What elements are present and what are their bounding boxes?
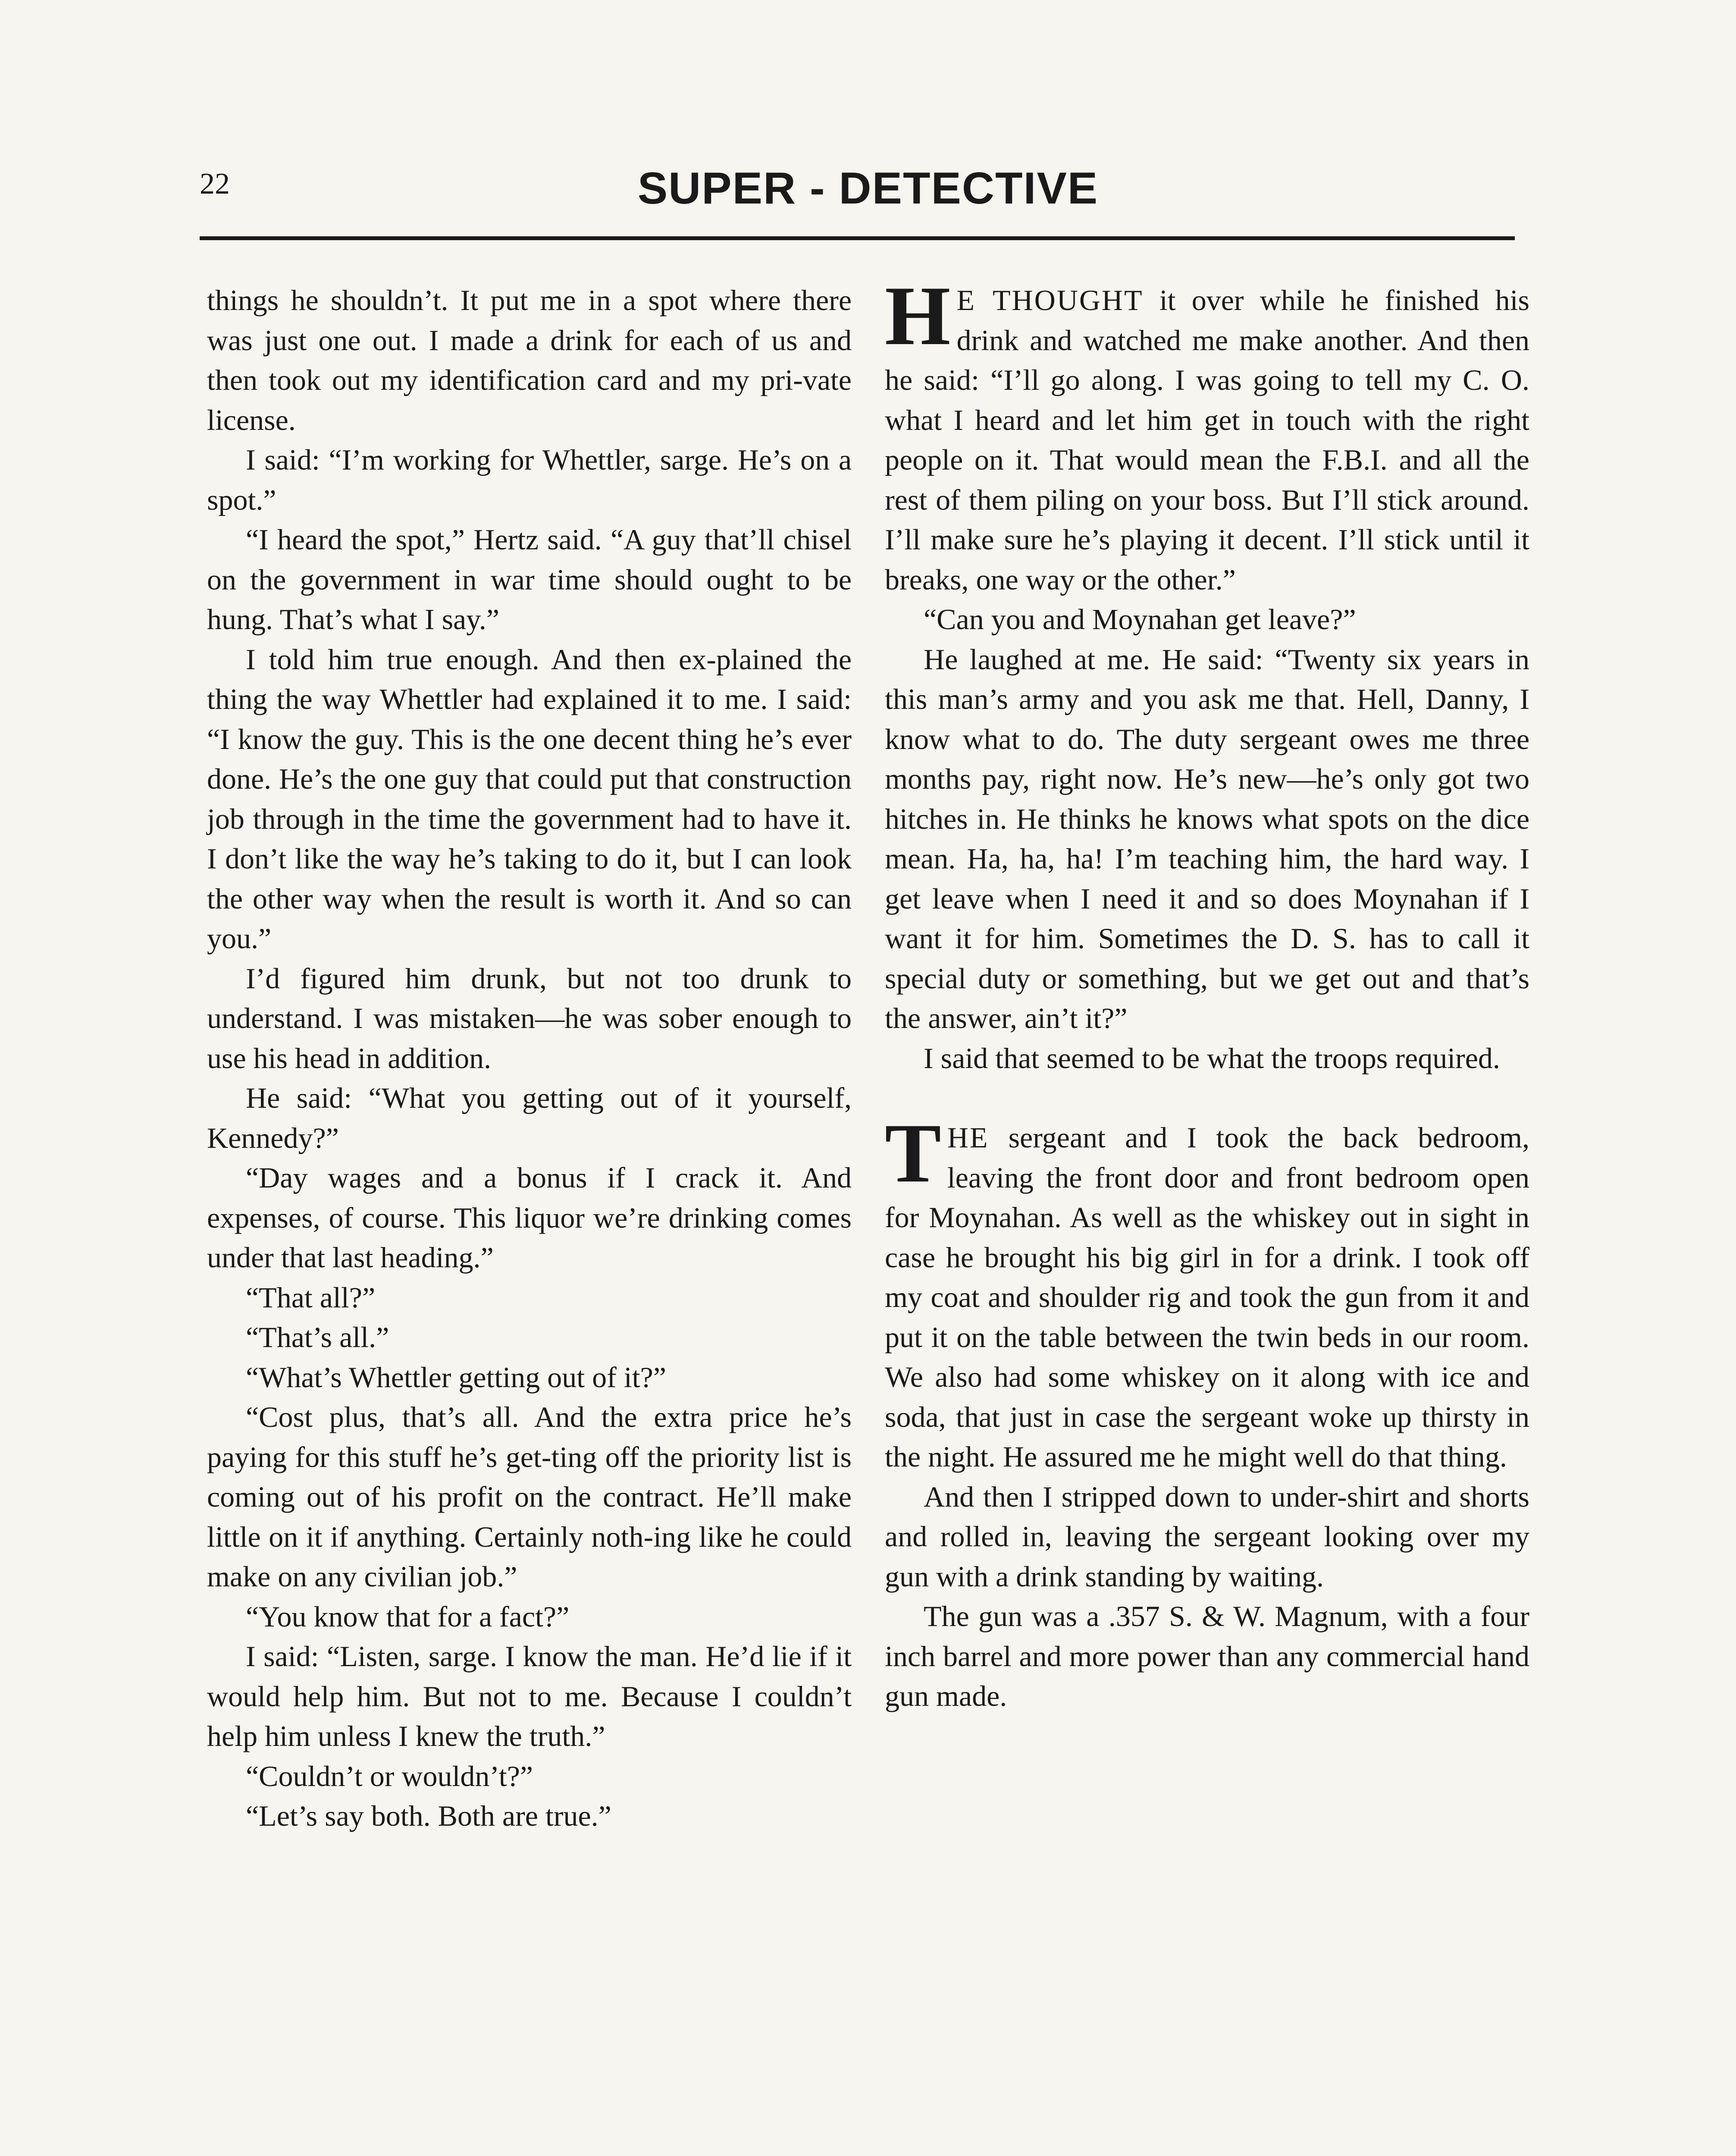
paragraph: “Day wages and a bonus if I crack it. And expenses, of course. This liquor we’re drinking comes under that last heading.” <box>207 1161 852 1274</box>
paragraph: And then I stripped down to under-shirt and shorts and rolled in, leaving the sergeant looking over my gun with a drink standing by waiting. <box>885 1480 1529 1593</box>
paragraph: “Cost plus, that’s all. And the extra price he’s paying for this stuff he’s get-ting off the priority list is coming out of his profit on the contract. He’ll make little on it if anything. Certainly noth-ing like he could make on any civilian job.” <box>207 1401 852 1593</box>
paragraph: He laughed at me. He said: “Twenty six years in this man’s army and you ask me that. Hell, Danny, I know what to do. The duty sergeant owes me three months pay, right now. He’s new—he’s only got two hitches in. He thinks he knows what spots on the dice mean. Ha, ha, ha! I’m teaching him, the hard way. I get leave when I need it and so does Moynahan if I want it for him. Sometimes the D. S. has to call it special duty or something, but we get out and that’s the answer, ain’t it?” <box>885 642 1529 1034</box>
drop-cap: T <box>885 1106 941 1200</box>
right-column <box>885 269 1529 1716</box>
lead-in-text: it over while he finished his drink and watched me make another. And then he said: “I’ll go along. I was going to tell my C. O. what I heard and let him get in touch with the right people on it. That would mean the F.B.I. and all the rest of them piling on your boss. But I’ll stick around. I’ll make sure he’s playing it decent. I’ll stick until it breaks, one way or the other.” <box>885 284 1529 596</box>
paragraph: I told him true enough. And then ex-plained the thing the way Whettler had explained it to me. I said: “I know the guy. This is the one decent thing he’s ever done. He’s the one guy that could put that construction job through in the time the government had to have it. I don’t like the way he’s taking to do it, but I can look the other way when the result is worth it. And so can you.” <box>207 642 852 955</box>
paragraph: The gun was a .357 S. & W. Magnum, with a four inch barrel and more power than any commercial hand gun made. <box>885 1600 1529 1712</box>
paragraph: I said that seemed to be what the troops required. <box>924 1041 1500 1075</box>
paragraph: “That all?” <box>246 1281 376 1314</box>
header-rule <box>200 236 1515 240</box>
lead-in-caps: HE <box>947 1121 989 1154</box>
section-opening-paragraph <box>885 1106 1529 1477</box>
paragraph: “What’s Whettler getting out of it?” <box>246 1360 666 1394</box>
paragraph: I said: “I’m working for Whettler, sarge. He’s on a spot.” <box>207 443 852 516</box>
lead-in-caps: E THOUGHT <box>956 284 1144 317</box>
page-number: 22 <box>200 167 230 201</box>
left-column <box>207 280 852 1836</box>
lead-in-text: sergeant and I took the back bedroom, leaving the front door and front bedroom open for Moynahan. As well as the whiskey out in sight in case he brought his big girl in for a drink. I took off my coat and shoulder rig and took the gun from it and put it on the table between the twin beds in our room. We also had some whiskey on it along with ice and soda, that just in case the sergeant woke up thirsty in the night. He assured me he might well do that thing. <box>885 1121 1529 1473</box>
paragraph: I said: “Listen, sarge. I know the man. He’d lie if it would help him. But not to me. Because I couldn’t help him unless I knew the truth.” <box>207 1640 852 1752</box>
section-opening-paragraph <box>885 269 1529 599</box>
paragraph: “You know that for a fact?” <box>246 1600 570 1633</box>
paragraph: He said: “What you getting out of it yourself, Kennedy?” <box>207 1081 852 1154</box>
paragraph: “Couldn’t or wouldn’t?” <box>246 1759 533 1792</box>
paragraph: “I heard the spot,” Hertz said. “A guy that’ll chisel on the government in war time should ought to be hung. That’s what I say.” <box>207 523 852 636</box>
paragraph: “That’s all.” <box>246 1321 389 1354</box>
paragraph: things he shouldn’t. It put me in a spot where there was just one out. I made a drink for each of us and then took out my identification card and my pri-vate license. <box>207 284 852 436</box>
paragraph: “Let’s say both. Both are true.” <box>246 1799 611 1832</box>
paragraph: “Can you and Moynahan get leave?” <box>924 603 1356 636</box>
running-header: SUPER - DETECTIVE <box>637 163 1099 213</box>
drop-cap: H <box>885 269 951 363</box>
paragraph: I’d figured him drunk, but not too drunk to understand. I was mistaken—he was sober enough to use his head in addition. <box>207 962 852 1075</box>
